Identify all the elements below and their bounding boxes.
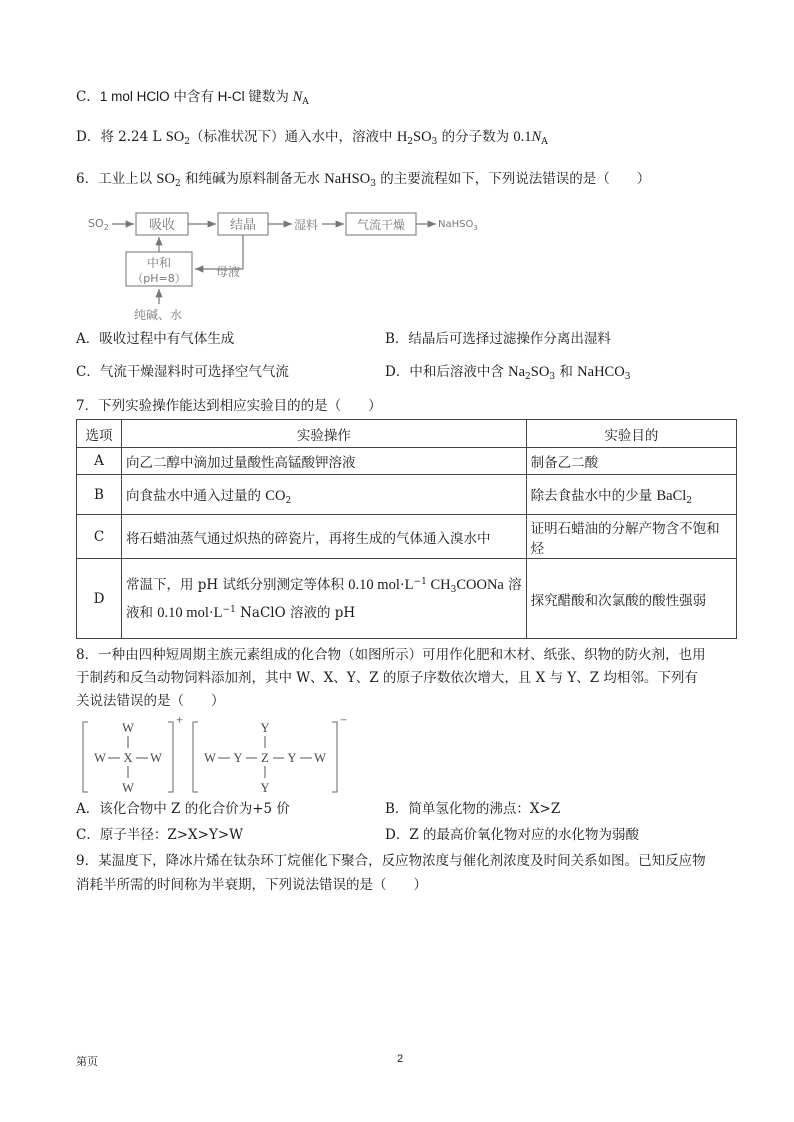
flow-absorb-label: 吸收 [148,218,176,233]
flow-so2-label: $SO_2$ [88,217,109,232]
option-text: 和 [555,364,578,380]
stem-text: 的主要流程如下，下列说法错误的是（ ） [375,171,651,187]
subscript: 2 [184,137,191,147]
q5-option-d [76,128,548,146]
table-header-row [77,420,737,448]
row-option: C [77,515,122,559]
experiment-table [76,419,737,639]
q6-option-d [385,363,630,381]
row-option: B [77,475,122,515]
row-purpose: 探究醋酸和次氯酸的酸性强弱 [526,559,736,639]
cation-charge: + [176,716,184,727]
table-row [77,559,737,639]
formula: SO [156,171,175,187]
flow-product-label: NaHSO$_3$ [438,219,478,232]
atom-w: W [314,751,326,765]
option-text: 的分子数为 [437,129,514,145]
anion-charge: − [340,716,348,727]
flow-wet-label: 湿料 [294,218,319,232]
row-option: A [77,448,122,475]
option-text: D．中和后溶液中含 [385,364,509,380]
atom-w: W [122,781,134,795]
atom-z: Z [261,751,269,765]
formula: SO [413,129,432,145]
superscript: −1 [413,576,427,587]
compound-structure [80,716,360,800]
q6-option-a: A．吸收过程中有气体生成 [76,331,235,347]
formula: CH [426,576,451,593]
bracket-left [193,722,198,792]
header-option: 选项 [77,420,122,448]
atom-w: W [122,721,134,735]
formula: CO [265,488,286,504]
row-operation: 向乙二醇中滴加过量酸性高锰酸钾溶液 [122,448,527,475]
subscript: 2 [174,179,181,189]
process-flow-diagram [82,196,482,324]
q6-option-b: B．结晶后可选择过滤操作分离出湿料 [385,331,611,347]
cell-text: 液和 [126,604,158,621]
q8-stem-line1: 8．一种由四种短周期主族元素组成的化合物（如图所示）可用作化肥和木材、纸张、织物的防火剂，也用 [76,647,706,663]
q6-stem [76,170,650,188]
subscript: 2 [407,137,414,147]
q8-stem-line2: 于制药和反刍动物饲料添加剂，其中 W、X、Y、Z 的原子序数依次增大，且 X 与 Y、Z 均相邻。下列有 [76,670,698,686]
row-purpose: 证明石蜡油的分解产物含不饱和烃 [526,515,736,559]
cell-text: 除去食盐水中的少量 [530,488,657,504]
row-operation [122,475,527,515]
row-operation [122,559,527,639]
option-text: 将 2.24 L [100,129,166,145]
atom-w: W [94,751,106,765]
option-prefix: C． [76,89,100,105]
q8-stem-line3: 关说法错误的是（ ） [76,693,225,709]
value: 0.10 mol·L [157,604,223,621]
q8-option-b: B．简单氢化物的沸点：X>Z [385,801,561,817]
cell-text: 向食盐水中通入过量的 [126,488,266,504]
avogadro-symbol: N [292,89,303,105]
footer-label: 第页 [76,1056,98,1068]
cell-line [126,571,522,599]
header-purpose: 实验目的 [526,420,736,448]
subscript: 2 [686,496,693,506]
q6-option-c: C．气流干燥湿料时可选择空气气流 [76,364,289,380]
table-row [77,515,737,559]
flow-mother-label: 母液 [216,265,241,279]
flow-feed-label: 纯碱、水 [134,308,183,322]
subscript: A [541,137,548,147]
flow-crystal-label: 结晶 [229,218,257,233]
formula: BaCl [656,488,687,504]
atom-w: W [204,751,216,765]
option-text: （标准状况下）通入水中，溶液中 [190,129,397,145]
stem-text: 和纯碱为原料制备无水 [180,171,325,187]
superscript: −1 [222,604,236,615]
formula: Na [508,364,526,380]
cell-text: 溶 [503,576,522,593]
subscript: 3 [431,137,438,147]
flow-ph-label: （pH=8） [132,272,186,285]
subscript: 3 [624,372,631,382]
atom-y: Y [233,751,243,765]
subscript: 2 [525,372,531,382]
subscript: 3 [549,372,556,382]
q5-option-c [76,88,309,106]
subscript: 3 [450,584,457,595]
row-operation: 将石蜡油蒸气通过炽热的碎瓷片，再将生成的气体通入溴水中 [122,515,527,559]
bracket-left [83,722,88,792]
flow-airdry-label: 气流干燥 [356,218,406,232]
cell-text: 常温下，用 pH 试纸分别测定等体积 [126,576,349,593]
atom-y: Y [260,781,270,795]
subscript: 3 [370,179,376,189]
bracket-right [332,722,337,792]
formula: COONa [456,576,504,593]
header-operation: 实验操作 [122,420,527,448]
q8-option-d: D．Z 的最高价氧化物对应的水化物为弱酸 [385,827,639,843]
atom-y: Y [260,721,270,735]
atom-y: Y [287,751,297,765]
formula: NaHCO [577,364,625,380]
formula: NaHSO [324,171,371,187]
table-row [77,475,737,515]
atom-x: X [123,751,133,765]
row-purpose: 制备乙二酸 [526,448,736,475]
row-option: D [77,559,122,639]
cell-line [126,599,522,627]
q9-stem-line1: 9．某温度下，降冰片烯在钛杂环丁烷催化下聚合，反应物浓度与催化剂浓度及时间关系如图。已知反应物 [76,853,706,869]
q8-option-c: C．原子半径：Z>X>Y>W [76,827,244,843]
subscript: 2 [285,496,292,506]
formula: SO [530,364,550,380]
cell-text: NaClO 溶液的 pH [235,604,356,621]
value: 0.1 [513,129,532,145]
table-row [77,448,737,475]
page-number: 2 [397,1053,404,1065]
subscript: A [302,97,309,107]
bracket-right [168,722,173,792]
flow-neutral-label: 中和 [146,256,172,270]
q7-stem: 7．下列实验操作能达到相应实验目的的是（ ） [76,398,382,414]
formula: H [396,129,408,145]
formula: SO [165,129,185,145]
atom-w: W [150,751,162,765]
q8-option-a: A．该化合物中 Z 的化合价为+5 价 [76,801,290,817]
option-text: 1 mol HClO 中含有 H-Cl 键数为 [99,89,293,104]
q9-stem-line2: 消耗半所需的时间称为半衰期，下列说法错误的是（ ） [76,877,427,893]
stem-text: 6．工业上以 [76,171,157,187]
row-purpose [526,475,736,515]
option-prefix: D． [76,129,101,145]
value: 0.10 mol·L [348,576,414,593]
avogadro-symbol: N [531,129,542,145]
